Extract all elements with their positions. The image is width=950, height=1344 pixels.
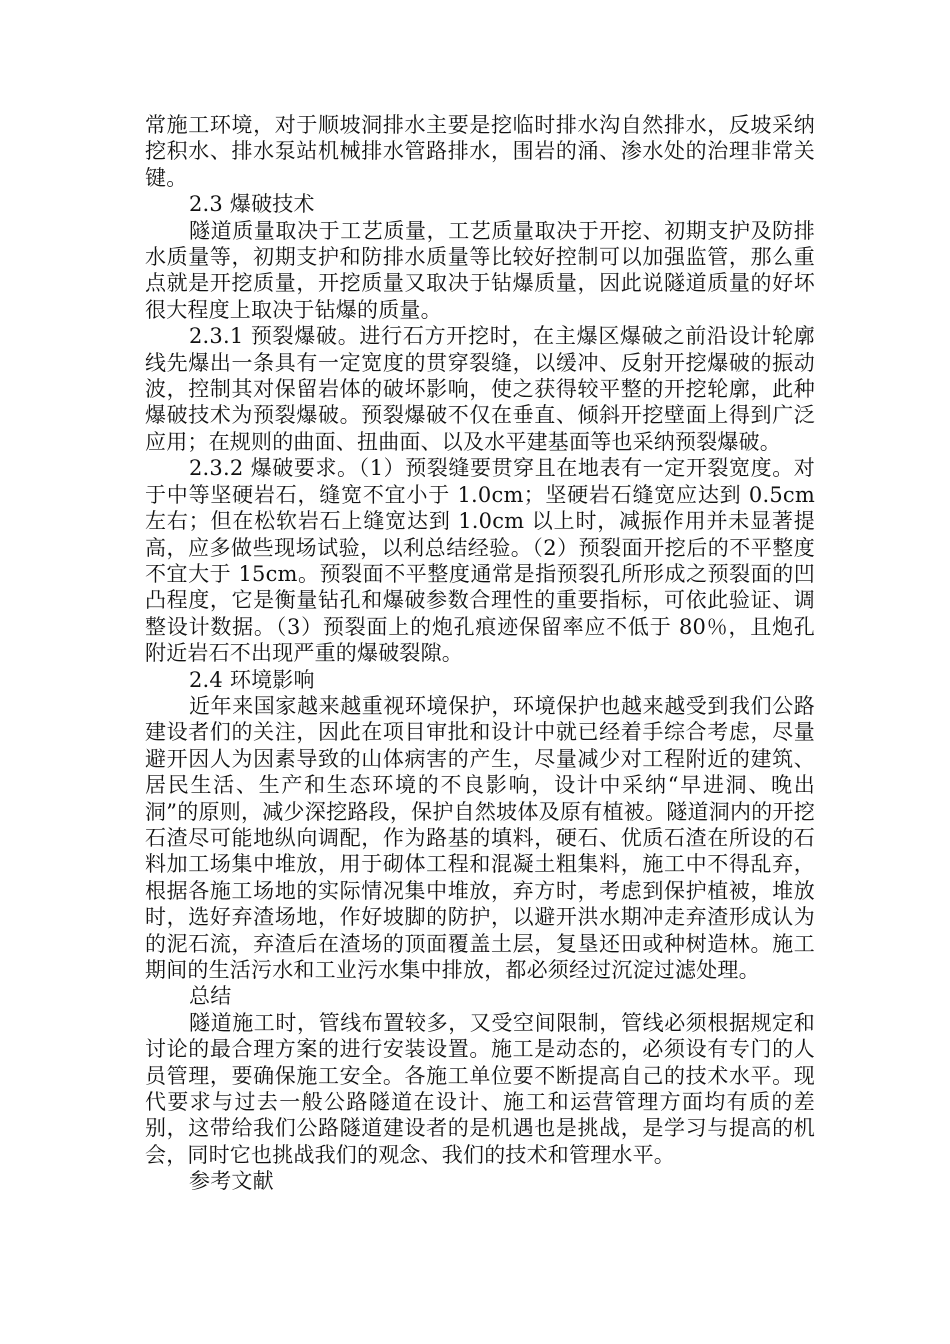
paragraph-environment: 近年来国家越来越重视环境保护，环境保护也越来越受到我们公路建设者们的关注，因此在项目审批和设计中就已经着手综合考虑，尽量避开因人为因素导致的山体病害的产生，尽量减少对工程附近的建筑、居民生活、生产和生态环境的不良影响，设计中采纳“早进洞、晚出洞”的原则，减少深挖路段，保护自然坡体及原有植被。隧道洞内的开挖石渣尽可能地纵向调配，作为路基的填料，硬石、优质石渣在所设的石料加工场集中堆放，用于砌体工程和混凝土粗集料，施工中不得乱弃，根据各施工场地的实际情况集中堆放，弃方时，考虑到保护植被，堆放时，选好弃渣场地，作好坡脚的防护，以避开洪水期冲走弃渣形成认为的泥石流，弃渣后在渣场的顶面覆盖土层，复垦还田或种树造林。施工期间的生活污水和工业污水集中排放，都必须经过沉淀过滤处理。 [145, 693, 815, 982]
section-heading-references: 参考文献 [189, 1169, 274, 1194]
document-page [145, 112, 815, 1195]
paragraph-presplit-blasting: 2.3.1 预裂爆破。进行石方开挖时，在主爆区爆破之前沿设计轮廓线先爆出一条具有一定宽度的贯穿裂缝，以缓冲、反射开挖爆破的振动波，控制其对保留岩体的破坏影响，使之获得较平整的开挖轮廓，此种爆破技术为预裂爆破。预裂爆破不仅在垂直、倾斜开挖壁面上得到广泛应用；在规则的曲面、扭曲面、以及水平建基面等也采纳预裂爆破。 [145, 324, 815, 454]
paragraph-drainage-continuation: 常施工环境，对于顺坡洞排水主要是挖临时排水沟自然排水，反坡采纳挖积水、排水泵站机械排水管路排水，围岩的涌、渗水处的治理非常关键。 [145, 113, 815, 190]
section-heading-summary: 总结 [189, 984, 232, 1009]
section-heading-blasting: 2.3 爆破技术 [189, 192, 315, 217]
section-heading-environment: 2.4 环境影响 [189, 667, 315, 692]
paragraph-summary: 隧道施工时，管线布置较多，又受空间限制，管线必须根据规定和讨论的最合理方案的进行安装设置。施工是动态的，必须设有专门的人员管理，要确保施工安全。各施工单位要不断提高自己的技术水平。现代要求与过去一般公路隧道在设计、施工和运营管理方面均有质的差别，这带给我们公路隧道建设者的是机遇也是挑战，是学习与提高的机会，同时它也挑战我们的观念、我们的技术和管理水平。 [145, 1010, 815, 1167]
paragraph-blasting-intro: 隧道质量取决于工艺质量，工艺质量取决于开挖、初期支护及防排水质量等，初期支护和防排水质量等比较好控制可以加强监管，那么重点就是开挖质量，开挖质量又取决于钻爆质量，因此说隧道质量的好坏很大程度上取决于钻爆的质量。 [145, 218, 815, 322]
paragraph-blasting-requirements: 2.3.2 爆破要求。（1）预裂缝要贯穿且在地表有一定开裂宽度。对于中等坚硬岩石，缝宽不宜小于 1.0cm；坚硬岩石缝宽应达到 0.5cm 左右；但在松软岩石上缝宽达到 1.0cm 以上时，减振作用并未显著提高，应多做些现场试验，以利总结经验。（2）预裂面开挖后的不平整度不宜大于 15cm。预裂面不平整度通常是指预裂孔所形成之预裂面的凹凸程度，它是衡量钻孔和爆破参数合理性的重要指标，可依此验证、调整设计数据。（3）预裂面上的炮孔痕迹保留率应不低于 80％，且炮孔附近岩石不出现严重的爆破裂隙。 [145, 456, 815, 666]
